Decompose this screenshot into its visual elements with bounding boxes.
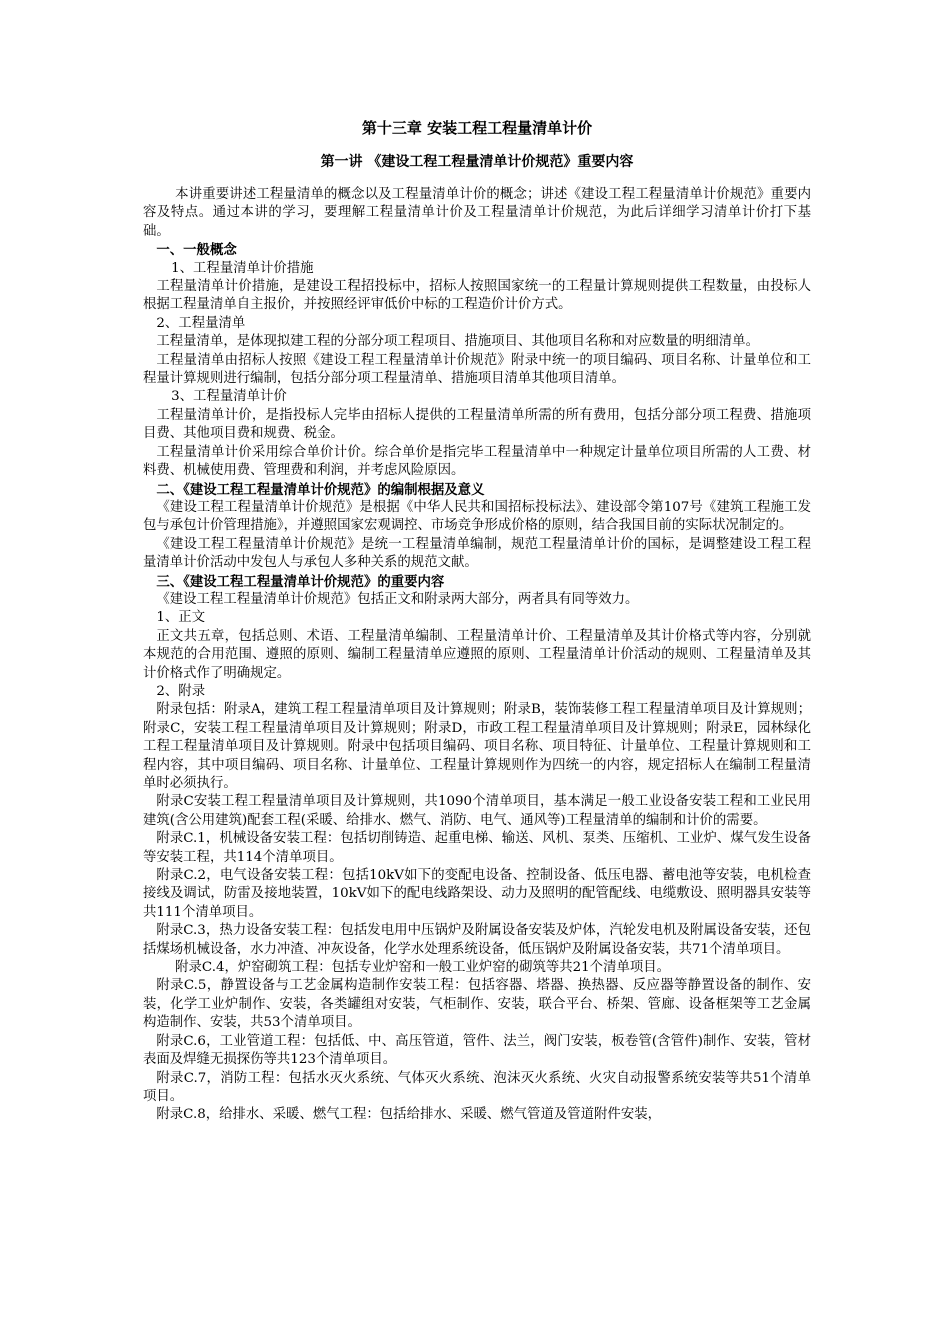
paragraph: 附录包括：附录A，建筑工程工程量清单项目及计算规则；附录B，装饰装修工程工程量清单项目及计算规则；附录C，安装工程工程量清单项目及计算规则；附录D，市政工程工程量清单项目及计算规则；附录E，园林绿化工程工程量清单项目及计算规则。附录中包括项目编码、项目名称、项目特征、计量单位、工程量计算规则和工程内容，其中项目编码、项目名称、计量单位、工程量计算规则作为四统一的内容，规定招标人在编制工程量清单时必须执行。 [143,702,811,791]
section-heading: 三、《建设工程工程量清单计价规范》的重要内容 [156,573,445,590]
paragraph: 附录C.5，静置设备与工艺金属构造制作安装工程：包括容器、塔器、换热器、反应器等静置设备的制作、安装，化学工业炉制作、安装，各类罐组对安装，气柜制作、安装，联合平台、桥架、管廊、设备框架等工艺金属构造制作、安装，共53个清单项目。 [143,978,811,1031]
paragraph: 《建设工程工程量清单计价规范》包括正文和附录两大部分，两者具有同等效力。 [156,591,639,607]
paragraph: 附录C.3，热力设备安装工程：包括发电用中压锅炉及附属设备安装及炉体，汽轮发电机及附属设备安装，还包括煤场机械设备，水力冲渣、冲灰设备，化学水处理系统设备，低压锅炉及附属设备安装，共71个清单项目。 [143,923,811,957]
paragraph: 附录C.4，炉窑砌筑工程：包括专业炉窑和一般工业炉窑的砌筑等共21个清单项目。 [175,960,671,976]
paragraph: 附录C.6，工业管道工程：包括低、中、高压管道，管件、法兰，阀门安装，板卷管(含管件)制作、安装，管材表面及焊缝无损探伤等共123个清单项目。 [143,1033,811,1068]
paragraph: 2、附录 [156,683,206,699]
section-heading: 一、一般概念 [156,242,237,259]
paragraph: 3、工程量清单计价 [171,389,287,405]
paragraph: 工程量清单，是体现拟建工程的分部分项工程项目、措施项目、其他项目名称和对应数量的明细清单。 [156,334,759,350]
paragraph: 1、工程量清单计价措施 [171,260,314,276]
lecture-title: 第一讲 《建设工程工程量清单计价规范》重要内容 [320,154,634,170]
chapter-title: 第十三章 安装工程工程量清单计价 [361,119,593,137]
paragraph: 《建设工程工程量清单计价规范》是统一工程量清单编制，规范工程量清单计价的国标，是调整建设工程工程量清单计价活动中发包人与承包人多种关系的规范文献。 [143,536,811,571]
section-heading: 二、《建设工程工程量清单计价规范》的编制根据及意义 [156,481,485,498]
paragraph: 工程量清单计价措施，是建设工程招投标中，招标人按照国家统一的工程量计算规则提供工程数量，由投标人根据工程量清单自主报价，并按照经评审低价中标的工程造价计价方式。 [143,279,811,313]
paragraph: 1、正文 [156,610,206,626]
paragraph: 工程量清单由招标人按照《建设工程工程量清单计价规范》附录中统一的项目编码、项目名称、计量单位和工程量计算规则进行编制，包括分部分项工程量清单、措施项目清单其他项目清单。 [143,352,811,387]
paragraph: 附录C.8，给排水、采暖、燃气工程：包括给排水、采暖、燃气管道及管道附件安装， [156,1107,661,1123]
paragraph: 附录C.2，电气设备安装工程：包括10kV如下的变配电设备、控制设备、低压电器、蓄电池等安装，电机检查接线及调试，防雷及接地装置，10kV如下的配电线路架设、动力及照明的配管配线、电缆敷设、照明器具安装等共111个清单项目。 [143,868,811,920]
paragraph: 附录C安装工程工程量清单项目及计算规则，共1090个清单项目，基本满足一般工业设备安装工程和工业民用建筑(含公用建筑)配套工程(采暖、给排水、燃气、消防、电气、通风等)工程量清单的编制和计价的需要。 [143,794,811,828]
document-page [143,118,811,1125]
paragraph: 本讲重要讲述工程量清单的概念以及工程量清单计价的概念；讲述《建设工程工程量清单计价规范》重要内容及特点。通过本讲的学习，要理解工程量清单计价及工程量清单计价规范，为此后详细学习清单计价打下基础。 [143,187,811,239]
paragraph: 正文共五章，包括总则、术语、工程量清单编制、工程量清单计价、工程量清单及其计价格式等内容，分别就本规范的合用范围、遵照的原则、编制工程量清单应遵照的原则、工程量清单计价活动的规则、工程量清单及其计价格式作了明确规定。 [143,628,811,681]
paragraph: 工程量清单计价，是指投标人完毕由招标人提供的工程量清单所需的所有费用，包括分部分项工程费、措施项目费、其他项目费和规费、税金。 [143,407,811,442]
paragraph: 工程量清单计价采用综合单价计价。综合单价是指完毕工程量清单中一种规定计量单位项目所需的人工费、材料费、机械使用费、管理费和利润，并考虑风险原因。 [143,444,811,479]
paragraph: 附录C.1，机械设备安装工程：包括切削铸造、起重电梯、输送、风机、泵类、压缩机、工业炉、煤气发生设备等安装工程，共114个清单项目。 [143,831,811,865]
paragraph: 附录C.7，消防工程：包括水灭火系统、气体灭火系统、泡沫灭火系统、火灾自动报警系统安装等共51个清单项目。 [143,1070,811,1104]
paragraph: 《建设工程工程量清单计价规范》是根据《中华人民共和国招标投标法》、建设部令第107号《建筑工程施工发包与承包计价管理措施》，并遵照国家宏观调控、市场竞争形成价格的原则，结合我国目前的实际状况制定的。 [143,499,811,534]
document-body [143,186,811,1125]
paragraph: 2、工程量清单 [156,315,246,331]
